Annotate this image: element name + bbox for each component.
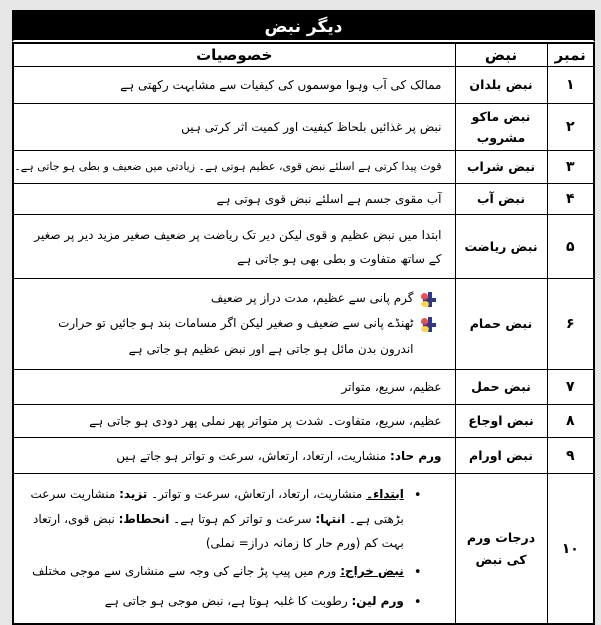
list-item-text: نبض خراج: ورم میں پیپ پڑ جانے کی وجہ سے منشاری سے موجی مختلف [32, 563, 404, 578]
characteristics-cell: عظیم، سریع، متواتر [13, 370, 455, 405]
pulse-name: نبض بلدان [455, 66, 547, 103]
table-row-9 [13, 438, 594, 474]
flower-bullet-icon [422, 292, 436, 307]
list-item-text: ابتداء۔ منشاریت، ارتعاد، ارتعاش، سرعت و تواتر۔ تزید: منشاریت سرعت بڑھتی ہے۔ انتہا: سرعت و تواتر کم ہوتا ہے۔ انحطاط: نبض قوی، ارتعاد بہت کم (ورم حار کا زمانہ دراز= نملی) [30, 487, 404, 551]
col-header-number: نمبر [547, 43, 594, 66]
characteristics-cell [13, 474, 455, 625]
characteristics-cell: قوت پیدا کرتی ہے اسلئے نبض قوی، عظیم ہوتی ہے۔ زیادتی میں ضعیف و بطی ہو جاتی ہے۔ [13, 151, 455, 184]
pulse-name: نبض ریاضت [455, 215, 547, 279]
list-item [22, 482, 442, 556]
row-number: ۵ [547, 215, 594, 279]
picture-bullet-line [22, 311, 442, 361]
pulse-name: نبض اورام [455, 438, 547, 474]
characteristics-cell: ابتدا میں نبض عظیم و قوی لیکن دیر تک ریاضت پر ضعیف صغیر مزید دیر پر صغیر کے ساتھ متفاوت و بطی بھی ہو جاتی ہے [13, 215, 455, 279]
header-row [13, 43, 594, 66]
table-row-5 [13, 215, 594, 279]
row-number: ۹ [547, 438, 594, 474]
table-row-2 [13, 103, 594, 151]
dot-bullet-icon: • [413, 488, 422, 503]
flower-bullet-icon [422, 317, 436, 332]
table-title-band [12, 10, 595, 42]
pulse-name: نبض حمام [455, 279, 547, 370]
table-row-4 [13, 184, 594, 215]
pulse-name: نبض آب [455, 184, 547, 215]
dot-bullet-icon: • [413, 564, 422, 580]
row-number: ۷ [547, 370, 594, 405]
characteristics-cell [13, 438, 455, 474]
list-item-text: ورم لین: رطوبت کا غلبہ ہوتا ہے، نبض موجی ہو جاتی ہے [104, 594, 404, 609]
characteristics-cell: ممالک کی آب وہوا موسموں کی کیفیات سے مشابہت رکھتی ہے [13, 66, 455, 103]
table-row-8 [13, 405, 594, 438]
row-number: ۸ [547, 405, 594, 438]
pulse-name: نبض شراب [455, 151, 547, 184]
list-item [22, 559, 442, 587]
table-row-10 [13, 474, 594, 625]
row-number: ۱ [547, 66, 594, 103]
table-row-7 [13, 370, 594, 405]
list-item [22, 589, 442, 617]
col-header-pulse: نبض [455, 43, 547, 66]
pulse-name: نبض اوجاع [455, 405, 547, 438]
row-number: ۶ [547, 279, 594, 370]
characteristics-cell: آب مقوی جسم ہے اسلئے نبض قوی ہوتی ہے [13, 184, 455, 215]
row-number: ۱۰ [547, 474, 594, 625]
pulse-table [12, 42, 595, 625]
bullet-text: گرم پانی سے عظیم، مدت دراز پر ضعیف [210, 291, 414, 306]
characteristics-cell: عظیم، سریع، متفاوت۔ شدت پر متواتر پھر نملی پھر دودی ہو جاتی ہے [13, 405, 455, 438]
characteristics-cell [13, 279, 455, 370]
characteristics-cell: نبض پر غذائیں بلحاظ کیفیت اور کمیت اثر کرتی ہیں [13, 103, 455, 151]
characteristics-text: منشاریت، ارتعاد، ارتعاش، سرعت و تواتر ہو جاتے ہیں [116, 448, 387, 463]
row-number: ۲ [547, 103, 594, 151]
document-page [12, 10, 595, 625]
pulse-name: نبض ماکو مشروب [455, 103, 547, 151]
table-title: دیگر نبض [264, 17, 343, 37]
table-row-6 [13, 279, 594, 370]
pulse-name: درجات ورم کی نبض [455, 474, 547, 625]
table-row-1 [13, 66, 594, 103]
pulse-name: نبض حمل [455, 370, 547, 405]
col-header-characteristics: خصوصیات [13, 43, 455, 66]
row-number: ۳ [547, 151, 594, 184]
picture-bullet-line [22, 286, 442, 311]
characteristics-label: ورم حاد: [390, 448, 442, 463]
row-number: ۴ [547, 184, 594, 215]
dot-bullet-icon: • [413, 595, 422, 611]
bullet-text: ٹھنڈے پانی سے ضعیف و صغیر لیکن اگر مسامات بند ہو جائیں تو حرارت اندرون بدن مائل ہو جاتی ہے اور نبض عظیم ہو جاتی ہے [58, 316, 414, 356]
table-row-3 [13, 151, 594, 184]
